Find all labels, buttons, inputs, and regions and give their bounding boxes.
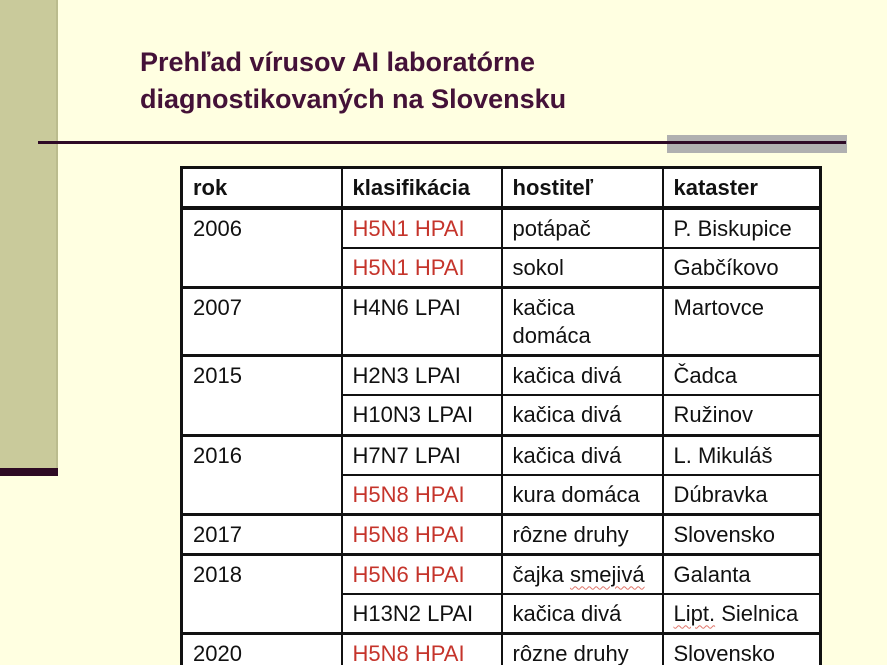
cell-kataster [663,594,821,634]
cell-hostitel [502,288,663,356]
header-klasifikacia: klasifikácia [342,168,502,209]
cell-rok: 2020 [182,633,342,665]
cell-klasifikacia: H5N1 HPAI [342,208,502,248]
cell-hostitel-misspelled-word: smejivá [569,561,645,587]
cell-kataster: L. Mikuláš [663,435,821,475]
cell-klasifikacia: H13N2 LPAI [342,594,502,634]
cell-kataster: P. Biskupice [663,208,821,248]
cell-hostitel: kura domáca [502,475,663,515]
cell-hostitel: kačica divá [502,594,663,634]
cell-rok: 2006 [182,208,342,288]
cell-klasifikacia: H5N8 HPAI [342,633,502,665]
header-hostitel: hostiteľ [502,168,663,209]
cell-kataster: Gabčíkovo [663,248,821,288]
table-row [182,633,821,665]
header-kataster: kataster [663,168,821,209]
cell-klasifikacia: H10N3 LPAI [342,395,502,435]
left-accent-band-bottom-bar [0,468,58,476]
cell-kataster: Ružinov [663,395,821,435]
cell-hostitel: kačica divá [502,395,663,435]
cell-kataster: Galanta [663,554,821,594]
cell-klasifikacia: H5N8 HPAI [342,514,502,554]
cell-kataster: Martovce [663,288,821,356]
slide-title-line1: Prehľad vírusov AI laboratórne [140,47,536,77]
table-row [182,208,821,248]
cell-klasifikacia: H5N8 HPAI [342,475,502,515]
cell-hostitel: sokol [502,248,663,288]
table-row [182,356,821,396]
table-row [182,554,821,594]
cell-klasifikacia: H5N1 HPAI [342,248,502,288]
left-accent-band [0,0,58,468]
header-rok: rok [182,168,342,209]
cell-hostitel: rôzne druhy [502,633,663,665]
table-row [182,435,821,475]
cell-rok: 2015 [182,356,342,436]
cell-hostitel-text: kačica domáca [512,295,591,348]
slide-title [140,44,780,118]
table-row [182,514,821,554]
cell-klasifikacia: H5N6 HPAI [342,554,502,594]
cell-klasifikacia: H7N7 LPAI [342,435,502,475]
cell-hostitel-text: čajka [512,561,570,587]
cell-klasifikacia: H4N6 LPAI [342,288,502,356]
cell-kataster: Slovensko [663,633,821,665]
slide-title-line2: diagnostikovaných na Slovensku [140,84,567,114]
table-header-row [182,168,821,209]
cell-kataster: Slovensko [663,514,821,554]
cell-hostitel: rôzne druhy [502,514,663,554]
cell-rok: 2007 [182,288,342,356]
cell-rok: 2016 [182,435,342,514]
cell-rok: 2017 [182,514,342,554]
table-row [182,288,821,356]
cell-hostitel: potápač [502,208,663,248]
cell-kataster-misspelled-word: Lipt. [673,600,716,626]
cell-hostitel: kačica divá [502,435,663,475]
cell-kataster: Čadca [663,356,821,396]
cell-hostitel: kačica divá [502,356,663,396]
cell-klasifikacia: H2N3 LPAI [342,356,502,396]
virus-table [180,166,822,665]
cell-kataster: Dúbravka [663,475,821,515]
cell-hostitel [502,554,663,594]
cell-rok: 2018 [182,554,342,633]
divider-line [38,141,846,144]
cell-kataster-text: Sielnica [715,600,799,626]
divider-gray-accent-bar [667,135,847,153]
